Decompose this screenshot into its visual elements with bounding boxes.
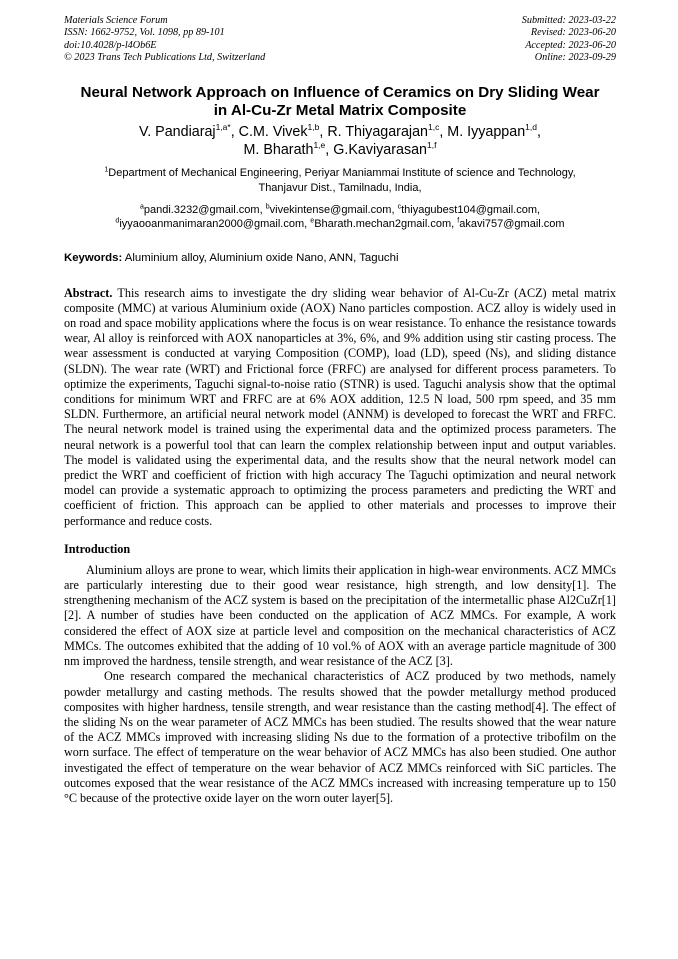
email-address: iyyaooanmanimaran2000@gmail.com: [119, 217, 305, 230]
affiliation-line-1: [64, 166, 616, 181]
paper-page: [64, 15, 616, 806]
journal-name: Materials Science Forum: [64, 15, 168, 26]
journal-issn: ISSN: 1662-9752, Vol. 1098, pp 89-101: [64, 27, 225, 39]
author-name: R. Thiyagarajan: [327, 123, 428, 140]
keywords: [64, 251, 616, 265]
journal-doi: doi:10.4028/p-l4Ob6E: [64, 39, 157, 51]
author-name: V. Pandiaraj: [139, 123, 216, 140]
keywords-text: Aluminium alloy, Aluminium oxide Nano, ANN, Taguchi: [122, 251, 399, 264]
author-separator: ,: [537, 123, 541, 140]
email-address: pandi.3232@gmail.com: [143, 203, 260, 216]
author-affiliation-mark: 1,d: [525, 121, 537, 132]
author-list: [64, 123, 616, 160]
email-separator: ,: [536, 203, 541, 216]
introduction-paragraph-1: Aluminium alloys are prone to wear, which limits their application in high-wear environments. ACZ MMCs are particularly interesting due to their good wear resistance, high strength, and low density[1]. The strengthening mechanism of the ACZ system is based on the precipitation of the intermetallic phase Al2CuZr[1][2]. A number of studies have been conducted on the application of ACZ MMCs. For example, A work considered the effect of AOX size at particle level and composition on the mechanical characteristics of ACZ MMCs. The outcomes exhibited that the adding of 10 vol.% of AOX with an average particle magnitude of 300 nm improved the hardness, tensile strength, and wear resistance of the ACZ [3].: [64, 562, 616, 669]
email-line-1: [64, 203, 616, 217]
author-name: G.Kaviyarasan: [333, 142, 428, 159]
email-mark: a: [139, 202, 144, 210]
paper-title-line-2: in Al-Cu-Zr Metal Matrix Composite: [213, 101, 467, 119]
email-mark: e: [310, 216, 315, 224]
email-address: Bharath.mechan2gmail.com: [314, 217, 452, 230]
email-mark: f: [457, 216, 460, 224]
date-accepted: Accepted: 2023-06-20: [525, 39, 616, 51]
paper-title: [64, 84, 616, 120]
journal-info: [64, 15, 265, 65]
author-name: M. Iyyappan: [447, 123, 526, 140]
author-affiliation-mark: 1,a*: [215, 121, 231, 132]
introduction-paragraph-2: One research compared the mechanical characteristics of ACZ produced by two methods, namely powder metallurgy and casting methods. The results showed that the powder metallurgy method produced composites with higher hardness, tensile strength, and wear resistance than the casting method[4]. The effect of the sliding Ns on the wear parameter of ACZ MMCs has been studied. The results showed that the wear nature of the ACZ MMCs improved with increasing sliding Ns due to the formation of a protective tribofilm on the worn surface. The effect of temperature on the wear behavior of ACZ MMCs has also been studied. One author investigated the effect of temperature on the wear behavior of ACZ MMCs reinforced with SiC particles. The outcomes exposed that the wear resistance of the ACZ MMCs increased with increasing temperature up to 150 °C because of the protective oxide layer on the worn outer layer[5].: [64, 669, 616, 805]
section-heading-introduction: Introduction: [64, 541, 131, 556]
email-mark: d: [115, 216, 120, 224]
paper-title-line-1: Neural Network Approach on Influence of Ceramics on Dry Sliding Wear: [80, 83, 600, 101]
email-address: akavi757@gmail.com: [459, 217, 565, 230]
author-affiliation-mark: 1,b: [307, 121, 320, 132]
abstract-text: This research aims to investigate the dry sliding wear behavior of Al-Cu-Zr (ACZ) metal matrix composite (MMC) at various Aluminium oxide (AOX) Nano particles compostion. ACZ alloy is widely used in on road and space mobility applications where the focus is on wear resistance. To enhance the resistance towards wear, Al alloy is reinforced with AOX nanoparticles at 3%, 6%, and 9% addition using stir casting process. The wear assessment is conducted at varying Composition (COMP), load (LD), speed (Ns), and sliding distance (SLDN). The wear rate (WRT) and Frictional force (FRFC) are analysed for different process parameters. To optimize the experiments, Taguchi signal-to-noise ratio (STNR) is used. Taguchi analysis show that the optimal conditions for minimum WRT and FRFC are at 6% AOX addition, 12.5 N load, 500 rpm speed, and 35 mm SLDN. Furthermore, an artificial neural network model (ANNM) is developed to forecast the WRT and FRFC. The neural network model is trained using the experimental data and the optimized process parameters. The neural network is a powerful tool that can learn the complex relationship between input and output variables. The model is validated using the experimental data, and the results show that the neural network model can predict the WRT and coefficient of friction with high accuracy The Taguchi optimization and neural network model can provide a systematic approach to optimizing the process parameters and predicting the WRT and coefficient of friction. This approach can be applied to other materials and processes to improve their performance and reduce costs.: [64, 285, 616, 528]
email-mark: c: [397, 202, 402, 210]
email-line-2: [64, 217, 616, 231]
email-address: vivekintense@gmail.com: [269, 203, 392, 216]
affiliation-mark: 1: [104, 165, 109, 173]
date-revised: Revised: 2023-06-20: [530, 27, 616, 39]
journal-header: [64, 15, 616, 65]
author-affiliation-mark: 1,e: [313, 140, 326, 151]
email-mark: b: [265, 202, 270, 210]
date-online: Online: 2023-09-29: [534, 52, 616, 64]
email-separator: ,: [304, 217, 311, 230]
abstract-label: Abstract.: [64, 285, 113, 300]
email-separator: ,: [391, 203, 398, 216]
author-line-1: [64, 123, 616, 142]
email-address: thiyagubest104@gmail.com: [401, 203, 537, 216]
author-name: C.M. Vivek: [238, 123, 308, 140]
affiliation-text: Department of Mechanical Engineering, Periyar Maniammai Institute of science and Technology,: [108, 166, 576, 179]
author-emails: [64, 203, 616, 231]
date-submitted: Submitted: 2023-03-22: [521, 15, 616, 26]
author-line-2: [64, 141, 616, 160]
author-affiliation-mark: 1,f: [427, 140, 437, 151]
author-separator: ,: [325, 142, 334, 159]
affiliation: [64, 166, 616, 196]
publication-dates: [522, 15, 616, 65]
email-separator: ,: [451, 217, 458, 230]
author-affiliation-mark: 1,c: [427, 121, 440, 132]
keywords-label: Keywords:: [64, 251, 123, 264]
author-separator: ,: [230, 123, 239, 140]
email-separator: ,: [259, 203, 266, 216]
abstract: [64, 286, 616, 529]
author-separator: ,: [439, 123, 448, 140]
affiliation-line-2: Thanjavur Dist., Tamilnadu, India,: [258, 181, 422, 194]
author-name: M. Bharath: [243, 142, 314, 159]
author-separator: ,: [319, 123, 328, 140]
journal-copyright: © 2023 Trans Tech Publications Ltd, Switzerland: [64, 52, 266, 64]
